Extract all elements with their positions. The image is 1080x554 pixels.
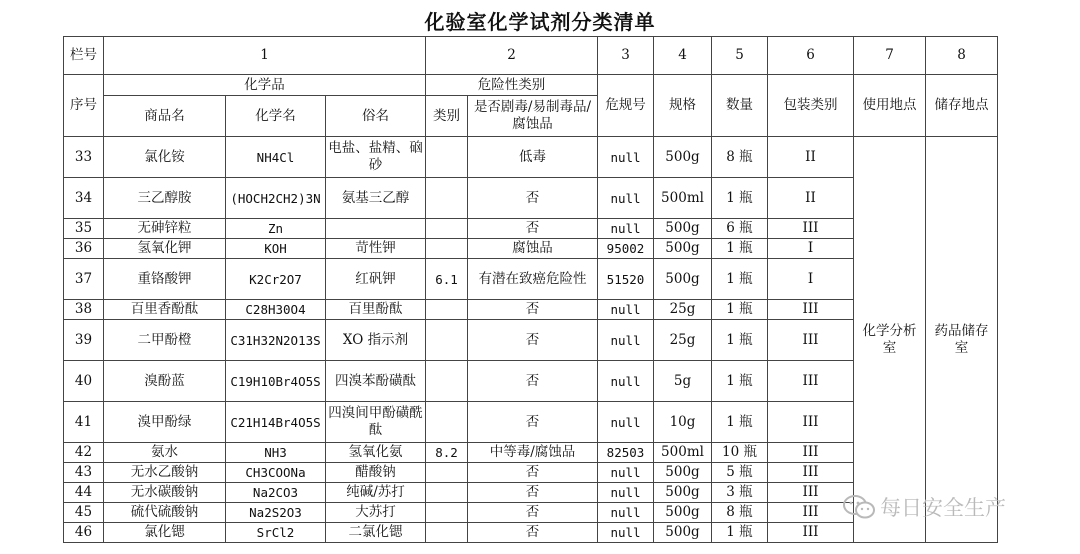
hazard-category (426, 300, 468, 320)
package-class: III (768, 320, 854, 361)
toxic-flag: 否 (468, 300, 598, 320)
hazard-number: null (598, 219, 654, 239)
spec: 500g (654, 463, 712, 483)
watermark-text: 每日安全生产 (880, 496, 1006, 520)
hazard-number: null (598, 503, 654, 523)
col-num-7: 7 (854, 37, 926, 75)
hazard-number: null (598, 402, 654, 443)
row-number: 42 (64, 443, 104, 463)
package-class: I (768, 259, 854, 300)
product-name: 百里香酚酞 (104, 300, 226, 320)
toxic-flag: 有潜在致癌危险性 (468, 259, 598, 300)
row-number: 46 (64, 523, 104, 543)
product-name: 二甲酚橙 (104, 320, 226, 361)
row-number: 37 (64, 259, 104, 300)
watermark (842, 492, 1006, 522)
toxic-flag: 中等毒/腐蚀品 (468, 443, 598, 463)
quantity-header: 数量 (712, 75, 768, 137)
header-group-row (64, 75, 998, 96)
page-title: 化验室化学试剂分类清单 (424, 10, 656, 34)
common-name: XO 指示剂 (326, 320, 426, 361)
col-num-5: 5 (712, 37, 768, 75)
hazard-category (426, 483, 468, 503)
quantity: 1 瓶 (712, 402, 768, 443)
wechat-icon (842, 494, 876, 520)
common-name: 苛性钾 (326, 239, 426, 259)
package-header: 包装类别 (768, 75, 854, 137)
chemical-formula: (HOCH2CH2)3N (226, 178, 326, 219)
hazard-number: null (598, 320, 654, 361)
quantity: 1 瓶 (712, 178, 768, 219)
row-number: 39 (64, 320, 104, 361)
package-class: III (768, 523, 854, 543)
chemical-formula: NH3 (226, 443, 326, 463)
product-name: 无水乙酸钠 (104, 463, 226, 483)
spec-header: 规格 (654, 75, 712, 137)
hazard-number: null (598, 300, 654, 320)
chemical-formula: Zn (226, 219, 326, 239)
spec: 500g (654, 483, 712, 503)
spec: 10g (654, 402, 712, 443)
common-name: 醋酸钠 (326, 463, 426, 483)
quantity: 8 瓶 (712, 137, 768, 178)
quantity: 1 瓶 (712, 239, 768, 259)
chemical-table (63, 36, 998, 543)
quantity: 6 瓶 (712, 219, 768, 239)
package-class: II (768, 137, 854, 178)
product-name: 三乙醇胺 (104, 178, 226, 219)
spec: 500ml (654, 178, 712, 219)
chemical-formula: SrCl2 (226, 523, 326, 543)
toxic-flag: 腐蚀品 (468, 239, 598, 259)
spec: 500ml (654, 443, 712, 463)
toxic-flag-header: 是否剧毒/易制毒品/腐蚀品 (468, 96, 598, 137)
chemical-formula: CH3COONa (226, 463, 326, 483)
common-name: 纯碱/苏打 (326, 483, 426, 503)
common-name: 四溴间甲酚磺酰酞 (326, 402, 426, 443)
hazard-group-header: 危险性类别 (426, 75, 598, 96)
chemical-formula: Na2CO3 (226, 483, 326, 503)
package-class: II (768, 178, 854, 219)
package-class: III (768, 463, 854, 483)
package-class: III (768, 402, 854, 443)
quantity: 1 瓶 (712, 300, 768, 320)
product-name: 氢氧化钾 (104, 239, 226, 259)
common-name-header: 俗名 (326, 96, 426, 137)
col-num-6: 6 (768, 37, 854, 75)
package-class: III (768, 300, 854, 320)
common-name: 电盐、盐精、硇砂 (326, 137, 426, 178)
quantity: 8 瓶 (712, 503, 768, 523)
toxic-flag: 否 (468, 463, 598, 483)
category-header: 类别 (426, 96, 468, 137)
common-name: 二氯化锶 (326, 523, 426, 543)
row-number: 41 (64, 402, 104, 443)
hazard-number: null (598, 361, 654, 402)
toxic-flag: 否 (468, 361, 598, 402)
storage-location: 药品储存室 (926, 137, 998, 543)
chemical-formula: C31H32N2O13S (226, 320, 326, 361)
use-location: 化学分析室 (854, 137, 926, 543)
col-num-8: 8 (926, 37, 998, 75)
hazard-category (426, 219, 468, 239)
row-number: 34 (64, 178, 104, 219)
package-class: III (768, 503, 854, 523)
hazard-number: null (598, 483, 654, 503)
package-class: I (768, 239, 854, 259)
quantity: 3 瓶 (712, 483, 768, 503)
common-name: 四溴苯酚磺酞 (326, 361, 426, 402)
toxic-flag: 否 (468, 483, 598, 503)
hazard-number: null (598, 523, 654, 543)
storage-location-header: 储存地点 (926, 75, 998, 137)
quantity: 1 瓶 (712, 259, 768, 300)
col-num-1: 1 (104, 37, 426, 75)
common-name: 百里酚酞 (326, 300, 426, 320)
toxic-flag: 否 (468, 402, 598, 443)
product-name: 无水碳酸钠 (104, 483, 226, 503)
product-name: 无砷锌粒 (104, 219, 226, 239)
product-name: 氨水 (104, 443, 226, 463)
package-class: III (768, 483, 854, 503)
hazard-number: 82503 (598, 443, 654, 463)
quantity: 10 瓶 (712, 443, 768, 463)
use-location-header: 使用地点 (854, 75, 926, 137)
spec: 25g (654, 300, 712, 320)
spec: 500g (654, 523, 712, 543)
spec: 500g (654, 137, 712, 178)
chemical-formula: C21H14Br4O5S (226, 402, 326, 443)
hazard-number: 95002 (598, 239, 654, 259)
spec: 25g (654, 320, 712, 361)
toxic-flag: 否 (468, 523, 598, 543)
spec: 500g (654, 503, 712, 523)
hazard-category (426, 178, 468, 219)
chemical-formula: K2Cr2O7 (226, 259, 326, 300)
quantity: 1 瓶 (712, 523, 768, 543)
hazard-category: 6.1 (426, 259, 468, 300)
hazard-category (426, 402, 468, 443)
chemical-formula: Na2S2O3 (226, 503, 326, 523)
spec: 500g (654, 239, 712, 259)
hazard-number: null (598, 178, 654, 219)
spec: 5g (654, 361, 712, 402)
product-name: 溴甲酚绿 (104, 402, 226, 443)
row-number: 40 (64, 361, 104, 402)
row-label: 序号 (64, 75, 104, 137)
hazard-number: null (598, 137, 654, 178)
row-number: 43 (64, 463, 104, 483)
toxic-flag: 否 (468, 503, 598, 523)
package-class: III (768, 443, 854, 463)
chemical-formula: C19H10Br4O5S (226, 361, 326, 402)
toxic-flag: 否 (468, 320, 598, 361)
toxic-flag: 否 (468, 178, 598, 219)
common-name (326, 219, 426, 239)
product-name: 硫代硫酸钠 (104, 503, 226, 523)
hazard-category (426, 137, 468, 178)
quantity: 5 瓶 (712, 463, 768, 483)
quantity: 1 瓶 (712, 361, 768, 402)
product-name: 氯化铵 (104, 137, 226, 178)
common-name: 氢氧化氨 (326, 443, 426, 463)
chemical-formula: C28H30O4 (226, 300, 326, 320)
chemical-group-header: 化学品 (104, 75, 426, 96)
table-row (64, 137, 998, 178)
hazard-category (426, 361, 468, 402)
hazard-category (426, 320, 468, 361)
hazard-category: 8.2 (426, 443, 468, 463)
hazard-category (426, 523, 468, 543)
hazard-number: null (598, 463, 654, 483)
common-name: 大苏打 (326, 503, 426, 523)
col-num-4: 4 (654, 37, 712, 75)
hazard-category (426, 463, 468, 483)
toxic-flag: 否 (468, 219, 598, 239)
product-name: 溴酚蓝 (104, 361, 226, 402)
product-name: 氯化锶 (104, 523, 226, 543)
col-label: 栏号 (64, 37, 104, 75)
column-number-row (64, 37, 998, 75)
product-name: 重铬酸钾 (104, 259, 226, 300)
product-name-header: 商品名 (104, 96, 226, 137)
row-number: 45 (64, 503, 104, 523)
row-number: 36 (64, 239, 104, 259)
col-num-3: 3 (598, 37, 654, 75)
row-number: 33 (64, 137, 104, 178)
hazard-number: 51520 (598, 259, 654, 300)
spec: 500g (654, 259, 712, 300)
chemical-formula: NH4Cl (226, 137, 326, 178)
col-num-2: 2 (426, 37, 598, 75)
toxic-flag: 低毒 (468, 137, 598, 178)
row-number: 44 (64, 483, 104, 503)
row-number: 38 (64, 300, 104, 320)
common-name: 红矾钾 (326, 259, 426, 300)
hazard-category (426, 503, 468, 523)
chemical-name-header: 化学名 (226, 96, 326, 137)
quantity: 1 瓶 (712, 320, 768, 361)
row-number: 35 (64, 219, 104, 239)
package-class: III (768, 219, 854, 239)
hazard-no-header: 危规号 (598, 75, 654, 137)
package-class: III (768, 361, 854, 402)
common-name: 氨基三乙醇 (326, 178, 426, 219)
chemical-formula: KOH (226, 239, 326, 259)
spec: 500g (654, 219, 712, 239)
hazard-category (426, 239, 468, 259)
